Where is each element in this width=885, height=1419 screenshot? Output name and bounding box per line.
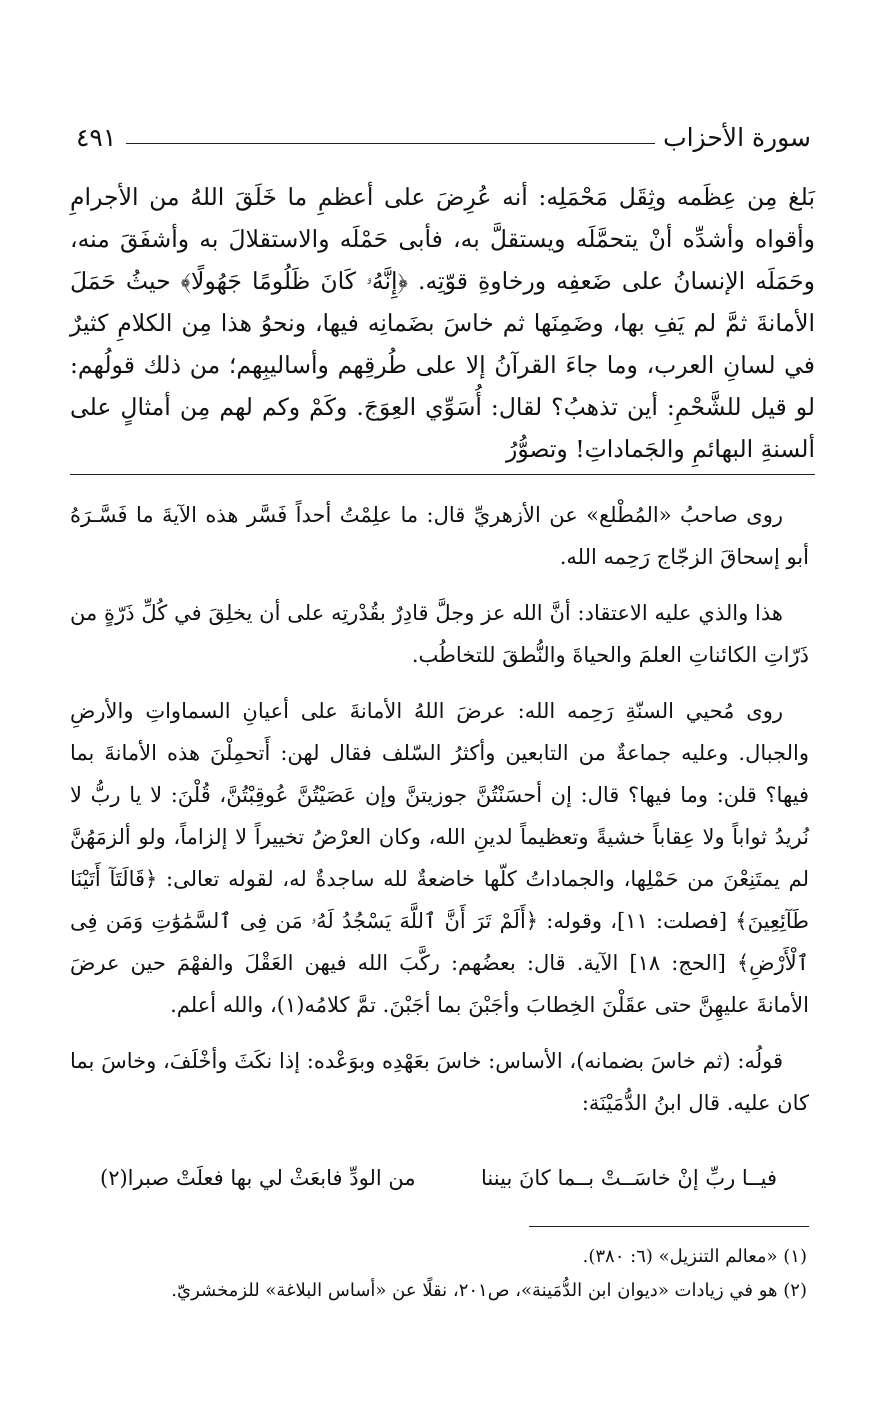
surah-title: سورة الأحزاب	[663, 123, 811, 152]
header-rule	[126, 143, 655, 144]
main-text-block	[70, 176, 815, 470]
main-divider	[70, 474, 815, 475]
footnote-2: (٢) هو في زيادات «ديوان ابن الدُّمَينة»، ص٢٠١، نقلًا عن «أساس البلاغة» للزمخشريّ.	[171, 1280, 807, 1301]
commentary-paragraph-3: روى مُحيي السنّةِ رَحِمه الله: عرضَ اللهُ الأمانةَ على أعيانِ السماواتِ والأرضِ والجبال. وعليه جماعةٌ من التابعين وأكثرُ السّلف فقال لهن: أَتحمِلْنَ هذه الأمانةَ بما فيها؟ قلن: وما فيها؟ قال: إن أحسَنْتُنَّ جوزيتنَّ وإن عَصَيْتُنَّ عُوقِبْتُنَّ، قُلْنَ: لا يا ربُّ لا نُريدُ ثواباً ولا عِقاباً خشيةً وتعظيماً لدينِ الله، وكان العرْضُ تخييراً لا إلزاماً، ولو ألزمَهُنَّ لم يمتَنِعْنَ من حَمْلِها، والجماداتُ كلّها خاضعةٌ لله ساجدةٌ له، لقوله تعالى: ﴿قَالَتَآ أَتَيْنَا طَآئِعِينَ﴾ [فصلت: ١١]، وقوله: ﴿أَلَمْ تَرَ أَنَّ ٱللَّهَ يَسْجُدُ لَهُۥ مَن فِى ٱلسَّمَٰوَٰتِ وَمَن فِى ٱلْأَرْضِ﴾ [الحج: ١٨] الآية. قال: بعضُهم: ركَّبَ الله فيهن العَقْلَ والفهْمَ حين عرضَ الأمانةَ عليهِنَّ حتى عقَلْنَ الخِطابَ وأجَبْنَ بما أجَبْنَ. تمَّ كلامُه(١)، والله أعلم.	[70, 699, 810, 1017]
commentary-paragraph-4: قولُه: (ثم خاسَ بضمانه)، الأساس: خاسَ بعَهْدِه وبوَعْده: إذا نكَثَ وأخْلَفَ، وخاسَ بما كان عليه. قال ابنُ الدُّمَيْنَة:	[70, 1049, 809, 1115]
main-paragraph: بَلغ مِن عِظَمه وثِقَل مَحْمَلِه: أنه عُرِضَ على أعظمِ ما خَلَقَ اللهُ من الأجرامِ وأقواه وأشدِّه أنْ يتحمَّلَه ويستقلَّ به، فأبى حَمْلَه والاستقلالَ به وأشفَقَ منه، وحَمَلَه الإنسانُ على ضَعفِه ورخاوةِ قوّتِه. ﴿إِنَّهُۥ كَانَ ظَلُومًا جَهُولًا﴾ حيثُ حَمَلَ الأمانةَ ثمَّ لم يَفِ بها، وضَمِنَها ثم خاسَ بضَمانِه فيها، ونحوُ هذا مِن الكلامِ كثيرٌ في لسانِ العرب، وما جاءَ القرآنُ إلا على طُرقِهم وأساليبِهم؛ من ذلك قولُهم: لو قيل للشَّحْمِ: أين تذهبُ؟ لقال: أُسَوِّي العِوَجَ. وكَمْ وكم لهم مِن أمثالٍ على ألسنةِ البهائمِ والجَماداتِ! وتصوُّرُ	[70, 183, 815, 463]
page-number: ٤٩١	[76, 123, 117, 152]
page-header	[76, 102, 811, 152]
commentary-block	[70, 494, 809, 1138]
commentary-paragraph-1: روى صاحبُ «المُطْلع» عن الأزهريِّ قال: ما علِمْتُ أحداً فَسَّر هذه الآيةَ ما فَسَّـرَهُ أبو إسحاقَ الزجّاج رَحِمه الله.	[70, 503, 809, 569]
footnotes	[70, 1240, 807, 1308]
footnote-1: (١) «معالم التنزيل» (٦: ٣٨٠).	[582, 1246, 807, 1267]
verse-first-hemistich: فيــا ربِّ إنْ خاسَــتْ بــما كانَ بيننا	[481, 1166, 777, 1190]
commentary-paragraph-2: هذا والذي عليه الاعتقاد: أنَّ الله عز وجلَّ قادِرٌ بقُدْرتِه على أن يخلِقَ في كُلِّ ذَرّةٍ من ذَرّاتِ الكائناتِ العلمَ والحياةَ والنُّطقَ للتخاطُب.	[70, 601, 809, 667]
footnote-rule	[529, 1226, 809, 1227]
verse-second-hemistich: من الودِّ فابعَثْ لي بها فعلَتْ صبرا(٢)	[100, 1166, 416, 1190]
poetry-verse	[100, 1166, 777, 1190]
